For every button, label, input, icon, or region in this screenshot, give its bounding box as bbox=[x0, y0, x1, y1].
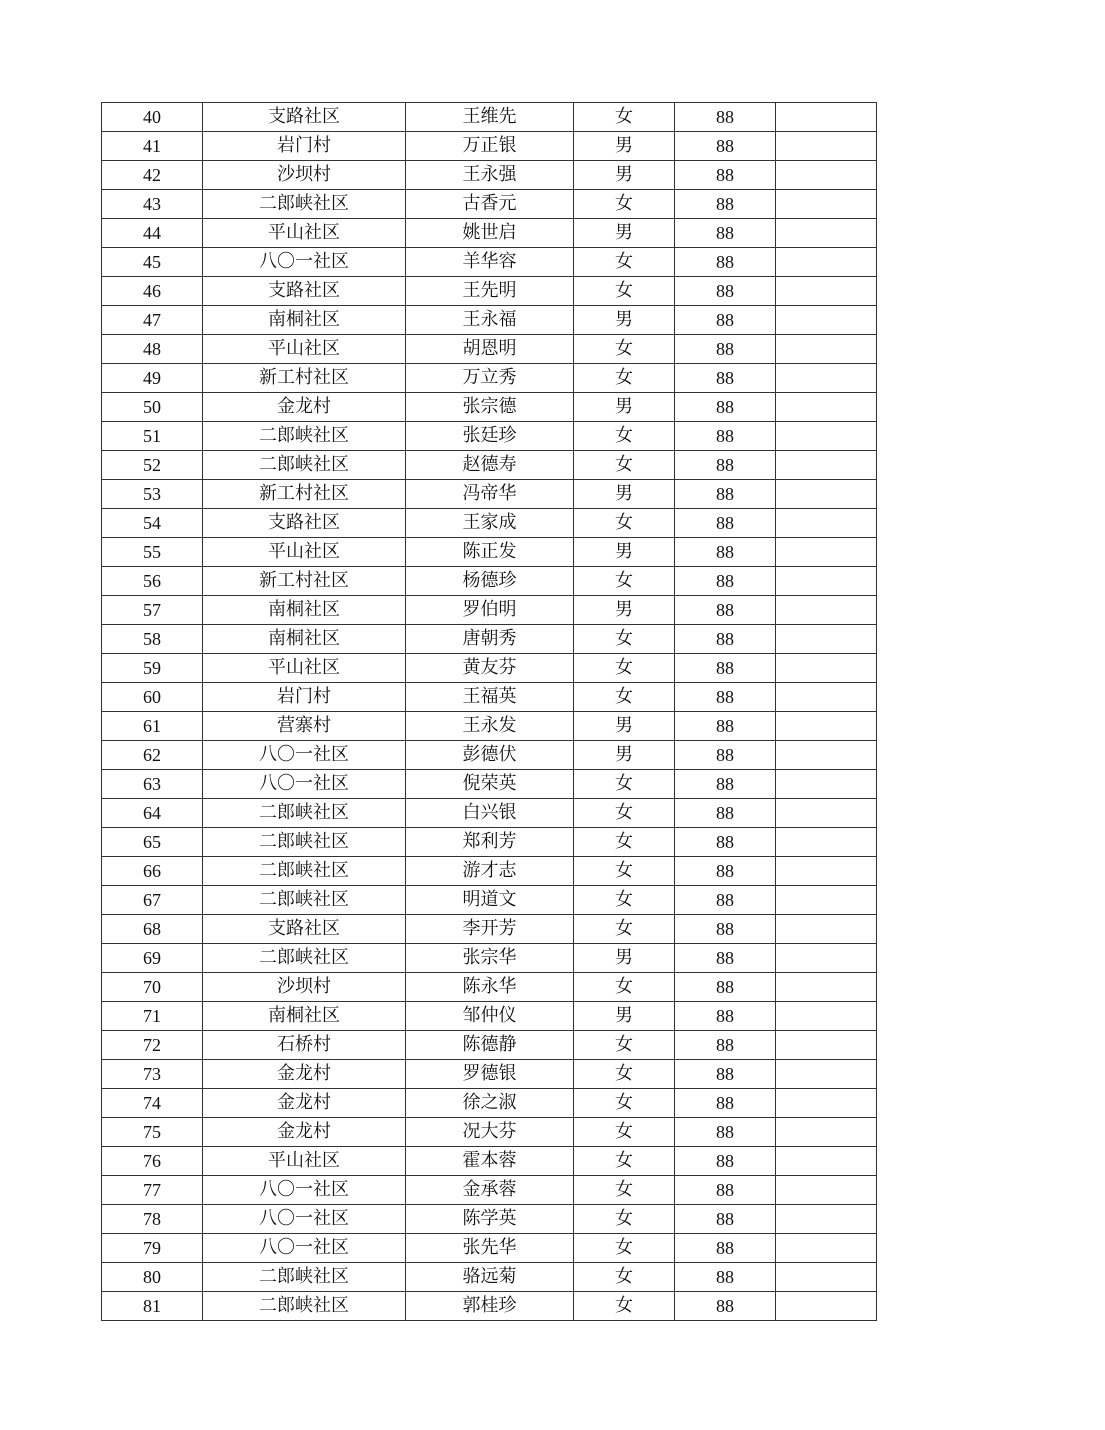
cell-community: 新工村社区 bbox=[203, 567, 406, 596]
cell-number: 77 bbox=[102, 1176, 203, 1205]
cell-note bbox=[776, 219, 877, 248]
table-row bbox=[102, 712, 877, 741]
cell-gender: 女 bbox=[574, 886, 675, 915]
cell-age: 88 bbox=[675, 1002, 776, 1031]
cell-gender: 男 bbox=[574, 161, 675, 190]
cell-note bbox=[776, 364, 877, 393]
cell-note bbox=[776, 886, 877, 915]
cell-note bbox=[776, 915, 877, 944]
table-row bbox=[102, 973, 877, 1002]
cell-number: 50 bbox=[102, 393, 203, 422]
cell-name: 张宗华 bbox=[406, 944, 574, 973]
cell-community: 二郎峡社区 bbox=[203, 799, 406, 828]
table-row bbox=[102, 1263, 877, 1292]
cell-community: 南桐社区 bbox=[203, 1002, 406, 1031]
cell-note bbox=[776, 828, 877, 857]
cell-age: 88 bbox=[675, 1176, 776, 1205]
cell-number: 78 bbox=[102, 1205, 203, 1234]
table-row bbox=[102, 277, 877, 306]
table-row bbox=[102, 1205, 877, 1234]
cell-note bbox=[776, 1118, 877, 1147]
cell-number: 46 bbox=[102, 277, 203, 306]
cell-number: 66 bbox=[102, 857, 203, 886]
cell-name: 王永福 bbox=[406, 306, 574, 335]
table-row bbox=[102, 1234, 877, 1263]
cell-name: 白兴银 bbox=[406, 799, 574, 828]
cell-community: 八〇一社区 bbox=[203, 248, 406, 277]
cell-number: 68 bbox=[102, 915, 203, 944]
cell-age: 88 bbox=[675, 1234, 776, 1263]
cell-community: 新工村社区 bbox=[203, 480, 406, 509]
cell-age: 88 bbox=[675, 103, 776, 132]
cell-community: 金龙村 bbox=[203, 1060, 406, 1089]
cell-community: 二郎峡社区 bbox=[203, 190, 406, 219]
cell-number: 74 bbox=[102, 1089, 203, 1118]
cell-gender: 女 bbox=[574, 1060, 675, 1089]
cell-age: 88 bbox=[675, 306, 776, 335]
cell-number: 67 bbox=[102, 886, 203, 915]
table-row bbox=[102, 509, 877, 538]
cell-gender: 女 bbox=[574, 625, 675, 654]
cell-gender: 女 bbox=[574, 248, 675, 277]
cell-number: 65 bbox=[102, 828, 203, 857]
cell-gender: 女 bbox=[574, 190, 675, 219]
cell-number: 44 bbox=[102, 219, 203, 248]
cell-gender: 女 bbox=[574, 103, 675, 132]
cell-note bbox=[776, 625, 877, 654]
cell-gender: 女 bbox=[574, 973, 675, 1002]
cell-community: 八〇一社区 bbox=[203, 770, 406, 799]
cell-note bbox=[776, 654, 877, 683]
table-row bbox=[102, 451, 877, 480]
cell-name: 张廷珍 bbox=[406, 422, 574, 451]
cell-name: 冯帝华 bbox=[406, 480, 574, 509]
cell-community: 沙坝村 bbox=[203, 973, 406, 1002]
table-row bbox=[102, 1031, 877, 1060]
cell-name: 明道文 bbox=[406, 886, 574, 915]
cell-gender: 女 bbox=[574, 857, 675, 886]
table-row bbox=[102, 219, 877, 248]
cell-community: 平山社区 bbox=[203, 538, 406, 567]
cell-name: 赵德寿 bbox=[406, 451, 574, 480]
table-row bbox=[102, 132, 877, 161]
cell-name: 万正银 bbox=[406, 132, 574, 161]
cell-note bbox=[776, 1263, 877, 1292]
cell-gender: 女 bbox=[574, 1292, 675, 1321]
cell-name: 唐朝秀 bbox=[406, 625, 574, 654]
table-row bbox=[102, 1060, 877, 1089]
cell-note bbox=[776, 538, 877, 567]
cell-age: 88 bbox=[675, 393, 776, 422]
cell-name: 张先华 bbox=[406, 1234, 574, 1263]
cell-name: 王福英 bbox=[406, 683, 574, 712]
cell-gender: 女 bbox=[574, 1263, 675, 1292]
cell-age: 88 bbox=[675, 741, 776, 770]
cell-age: 88 bbox=[675, 1292, 776, 1321]
cell-gender: 女 bbox=[574, 567, 675, 596]
cell-name: 彭德伏 bbox=[406, 741, 574, 770]
table-row bbox=[102, 799, 877, 828]
cell-gender: 女 bbox=[574, 1118, 675, 1147]
table-row bbox=[102, 1292, 877, 1321]
cell-note bbox=[776, 770, 877, 799]
cell-name: 罗德银 bbox=[406, 1060, 574, 1089]
cell-community: 平山社区 bbox=[203, 1147, 406, 1176]
cell-gender: 男 bbox=[574, 480, 675, 509]
cell-community: 八〇一社区 bbox=[203, 1205, 406, 1234]
cell-note bbox=[776, 1234, 877, 1263]
table-row bbox=[102, 1002, 877, 1031]
cell-age: 88 bbox=[675, 886, 776, 915]
cell-gender: 女 bbox=[574, 422, 675, 451]
cell-number: 61 bbox=[102, 712, 203, 741]
cell-number: 58 bbox=[102, 625, 203, 654]
table-row bbox=[102, 1147, 877, 1176]
cell-name: 陈永华 bbox=[406, 973, 574, 1002]
table-row bbox=[102, 625, 877, 654]
table-row bbox=[102, 741, 877, 770]
cell-name: 陈学英 bbox=[406, 1205, 574, 1234]
table-row bbox=[102, 1176, 877, 1205]
cell-note bbox=[776, 1031, 877, 1060]
cell-number: 76 bbox=[102, 1147, 203, 1176]
cell-age: 88 bbox=[675, 219, 776, 248]
cell-number: 40 bbox=[102, 103, 203, 132]
cell-note bbox=[776, 567, 877, 596]
cell-name: 徐之淑 bbox=[406, 1089, 574, 1118]
cell-number: 80 bbox=[102, 1263, 203, 1292]
table-row bbox=[102, 683, 877, 712]
cell-name: 张宗德 bbox=[406, 393, 574, 422]
cell-gender: 女 bbox=[574, 451, 675, 480]
cell-note bbox=[776, 393, 877, 422]
cell-name: 霍本蓉 bbox=[406, 1147, 574, 1176]
cell-name: 游才志 bbox=[406, 857, 574, 886]
table-row bbox=[102, 1118, 877, 1147]
cell-name: 古香元 bbox=[406, 190, 574, 219]
cell-gender: 女 bbox=[574, 1176, 675, 1205]
cell-number: 59 bbox=[102, 654, 203, 683]
cell-gender: 女 bbox=[574, 364, 675, 393]
cell-community: 二郎峡社区 bbox=[203, 828, 406, 857]
cell-number: 53 bbox=[102, 480, 203, 509]
cell-gender: 女 bbox=[574, 770, 675, 799]
cell-note bbox=[776, 132, 877, 161]
cell-community: 二郎峡社区 bbox=[203, 422, 406, 451]
cell-note bbox=[776, 1176, 877, 1205]
cell-community: 八〇一社区 bbox=[203, 1234, 406, 1263]
cell-community: 新工村社区 bbox=[203, 364, 406, 393]
cell-community: 岩门村 bbox=[203, 132, 406, 161]
cell-name: 王家成 bbox=[406, 509, 574, 538]
table-row bbox=[102, 190, 877, 219]
cell-note bbox=[776, 799, 877, 828]
cell-note bbox=[776, 741, 877, 770]
cell-community: 支路社区 bbox=[203, 915, 406, 944]
cell-gender: 女 bbox=[574, 654, 675, 683]
cell-gender: 女 bbox=[574, 1147, 675, 1176]
cell-note bbox=[776, 103, 877, 132]
cell-age: 88 bbox=[675, 1263, 776, 1292]
cell-name: 姚世启 bbox=[406, 219, 574, 248]
cell-number: 47 bbox=[102, 306, 203, 335]
cell-note bbox=[776, 509, 877, 538]
cell-number: 63 bbox=[102, 770, 203, 799]
cell-note bbox=[776, 857, 877, 886]
cell-community: 平山社区 bbox=[203, 219, 406, 248]
cell-gender: 女 bbox=[574, 1089, 675, 1118]
cell-age: 88 bbox=[675, 248, 776, 277]
cell-community: 支路社区 bbox=[203, 103, 406, 132]
table-row bbox=[102, 1089, 877, 1118]
cell-gender: 女 bbox=[574, 277, 675, 306]
cell-note bbox=[776, 1002, 877, 1031]
cell-number: 81 bbox=[102, 1292, 203, 1321]
cell-gender: 女 bbox=[574, 1234, 675, 1263]
cell-age: 88 bbox=[675, 1118, 776, 1147]
cell-number: 60 bbox=[102, 683, 203, 712]
table-row bbox=[102, 944, 877, 973]
cell-name: 李开芳 bbox=[406, 915, 574, 944]
cell-gender: 男 bbox=[574, 712, 675, 741]
cell-community: 二郎峡社区 bbox=[203, 1292, 406, 1321]
cell-gender: 女 bbox=[574, 335, 675, 364]
cell-age: 88 bbox=[675, 480, 776, 509]
cell-note bbox=[776, 683, 877, 712]
cell-age: 88 bbox=[675, 654, 776, 683]
cell-age: 88 bbox=[675, 132, 776, 161]
cell-community: 营寨村 bbox=[203, 712, 406, 741]
cell-note bbox=[776, 480, 877, 509]
cell-gender: 男 bbox=[574, 944, 675, 973]
cell-community: 金龙村 bbox=[203, 1118, 406, 1147]
cell-note bbox=[776, 422, 877, 451]
cell-community: 金龙村 bbox=[203, 393, 406, 422]
table-row bbox=[102, 306, 877, 335]
cell-community: 二郎峡社区 bbox=[203, 1263, 406, 1292]
cell-note bbox=[776, 1147, 877, 1176]
cell-gender: 男 bbox=[574, 219, 675, 248]
table-row bbox=[102, 480, 877, 509]
cell-gender: 女 bbox=[574, 799, 675, 828]
cell-age: 88 bbox=[675, 1205, 776, 1234]
table-row bbox=[102, 393, 877, 422]
cell-name: 羊华容 bbox=[406, 248, 574, 277]
cell-gender: 男 bbox=[574, 741, 675, 770]
table-row bbox=[102, 103, 877, 132]
cell-age: 88 bbox=[675, 857, 776, 886]
table-row bbox=[102, 915, 877, 944]
table-row bbox=[102, 886, 877, 915]
cell-number: 79 bbox=[102, 1234, 203, 1263]
cell-gender: 女 bbox=[574, 828, 675, 857]
roster-table-body bbox=[102, 103, 877, 1321]
cell-note bbox=[776, 1060, 877, 1089]
cell-name: 杨德珍 bbox=[406, 567, 574, 596]
table-row bbox=[102, 770, 877, 799]
cell-community: 八〇一社区 bbox=[203, 741, 406, 770]
cell-name: 王永发 bbox=[406, 712, 574, 741]
cell-age: 88 bbox=[675, 712, 776, 741]
cell-note bbox=[776, 1292, 877, 1321]
cell-note bbox=[776, 1089, 877, 1118]
cell-gender: 男 bbox=[574, 1002, 675, 1031]
table-row bbox=[102, 596, 877, 625]
roster-table bbox=[101, 102, 877, 1321]
cell-name: 骆远菊 bbox=[406, 1263, 574, 1292]
table-row bbox=[102, 538, 877, 567]
cell-number: 52 bbox=[102, 451, 203, 480]
cell-age: 88 bbox=[675, 770, 776, 799]
cell-note bbox=[776, 277, 877, 306]
cell-age: 88 bbox=[675, 973, 776, 1002]
cell-age: 88 bbox=[675, 335, 776, 364]
cell-gender: 男 bbox=[574, 538, 675, 567]
cell-age: 88 bbox=[675, 944, 776, 973]
cell-note bbox=[776, 248, 877, 277]
cell-gender: 女 bbox=[574, 509, 675, 538]
cell-number: 69 bbox=[102, 944, 203, 973]
cell-number: 70 bbox=[102, 973, 203, 1002]
cell-age: 88 bbox=[675, 190, 776, 219]
table-row bbox=[102, 161, 877, 190]
cell-gender: 男 bbox=[574, 596, 675, 625]
cell-age: 88 bbox=[675, 828, 776, 857]
table-row bbox=[102, 654, 877, 683]
cell-age: 88 bbox=[675, 1031, 776, 1060]
cell-number: 43 bbox=[102, 190, 203, 219]
cell-community: 岩门村 bbox=[203, 683, 406, 712]
table-row bbox=[102, 335, 877, 364]
cell-number: 54 bbox=[102, 509, 203, 538]
cell-name: 况大芬 bbox=[406, 1118, 574, 1147]
cell-age: 88 bbox=[675, 596, 776, 625]
cell-name: 邹仲仪 bbox=[406, 1002, 574, 1031]
table-row bbox=[102, 364, 877, 393]
table-row bbox=[102, 248, 877, 277]
cell-age: 88 bbox=[675, 509, 776, 538]
cell-community: 二郎峡社区 bbox=[203, 857, 406, 886]
table-row bbox=[102, 857, 877, 886]
cell-community: 支路社区 bbox=[203, 509, 406, 538]
cell-name: 郭桂珍 bbox=[406, 1292, 574, 1321]
cell-gender: 女 bbox=[574, 915, 675, 944]
cell-note bbox=[776, 596, 877, 625]
cell-age: 88 bbox=[675, 915, 776, 944]
cell-community: 平山社区 bbox=[203, 335, 406, 364]
cell-note bbox=[776, 306, 877, 335]
cell-age: 88 bbox=[675, 567, 776, 596]
cell-age: 88 bbox=[675, 161, 776, 190]
cell-age: 88 bbox=[675, 1060, 776, 1089]
cell-note bbox=[776, 1205, 877, 1234]
cell-note bbox=[776, 973, 877, 1002]
cell-note bbox=[776, 161, 877, 190]
cell-number: 42 bbox=[102, 161, 203, 190]
cell-gender: 女 bbox=[574, 1205, 675, 1234]
table-row bbox=[102, 422, 877, 451]
cell-community: 八〇一社区 bbox=[203, 1176, 406, 1205]
cell-name: 陈德静 bbox=[406, 1031, 574, 1060]
cell-name: 王永强 bbox=[406, 161, 574, 190]
cell-note bbox=[776, 451, 877, 480]
cell-number: 64 bbox=[102, 799, 203, 828]
cell-community: 沙坝村 bbox=[203, 161, 406, 190]
cell-name: 倪荣英 bbox=[406, 770, 574, 799]
cell-community: 南桐社区 bbox=[203, 306, 406, 335]
cell-number: 41 bbox=[102, 132, 203, 161]
cell-community: 二郎峡社区 bbox=[203, 944, 406, 973]
cell-name: 陈正发 bbox=[406, 538, 574, 567]
cell-gender: 女 bbox=[574, 683, 675, 712]
cell-age: 88 bbox=[675, 1089, 776, 1118]
cell-number: 72 bbox=[102, 1031, 203, 1060]
cell-number: 73 bbox=[102, 1060, 203, 1089]
cell-number: 56 bbox=[102, 567, 203, 596]
cell-gender: 男 bbox=[574, 393, 675, 422]
cell-age: 88 bbox=[675, 683, 776, 712]
cell-community: 南桐社区 bbox=[203, 596, 406, 625]
cell-number: 49 bbox=[102, 364, 203, 393]
cell-age: 88 bbox=[675, 1147, 776, 1176]
cell-community: 二郎峡社区 bbox=[203, 886, 406, 915]
cell-note bbox=[776, 944, 877, 973]
cell-number: 48 bbox=[102, 335, 203, 364]
cell-number: 51 bbox=[102, 422, 203, 451]
cell-community: 金龙村 bbox=[203, 1089, 406, 1118]
cell-name: 胡恩明 bbox=[406, 335, 574, 364]
cell-community: 平山社区 bbox=[203, 654, 406, 683]
table-row bbox=[102, 567, 877, 596]
cell-name: 王维先 bbox=[406, 103, 574, 132]
cell-age: 88 bbox=[675, 364, 776, 393]
cell-gender: 男 bbox=[574, 306, 675, 335]
cell-note bbox=[776, 190, 877, 219]
cell-name: 黄友芬 bbox=[406, 654, 574, 683]
cell-number: 71 bbox=[102, 1002, 203, 1031]
cell-community: 南桐社区 bbox=[203, 625, 406, 654]
cell-name: 郑利芳 bbox=[406, 828, 574, 857]
cell-age: 88 bbox=[675, 422, 776, 451]
cell-age: 88 bbox=[675, 277, 776, 306]
cell-name: 金承蓉 bbox=[406, 1176, 574, 1205]
table-row bbox=[102, 828, 877, 857]
cell-gender: 女 bbox=[574, 1031, 675, 1060]
cell-age: 88 bbox=[675, 538, 776, 567]
cell-name: 王先明 bbox=[406, 277, 574, 306]
cell-note bbox=[776, 712, 877, 741]
cell-name: 万立秀 bbox=[406, 364, 574, 393]
cell-age: 88 bbox=[675, 451, 776, 480]
cell-number: 62 bbox=[102, 741, 203, 770]
cell-community: 二郎峡社区 bbox=[203, 451, 406, 480]
cell-number: 75 bbox=[102, 1118, 203, 1147]
cell-age: 88 bbox=[675, 625, 776, 654]
cell-community: 支路社区 bbox=[203, 277, 406, 306]
cell-number: 57 bbox=[102, 596, 203, 625]
cell-community: 石桥村 bbox=[203, 1031, 406, 1060]
cell-name: 罗伯明 bbox=[406, 596, 574, 625]
cell-age: 88 bbox=[675, 799, 776, 828]
cell-gender: 男 bbox=[574, 132, 675, 161]
cell-number: 45 bbox=[102, 248, 203, 277]
cell-note bbox=[776, 335, 877, 364]
cell-number: 55 bbox=[102, 538, 203, 567]
